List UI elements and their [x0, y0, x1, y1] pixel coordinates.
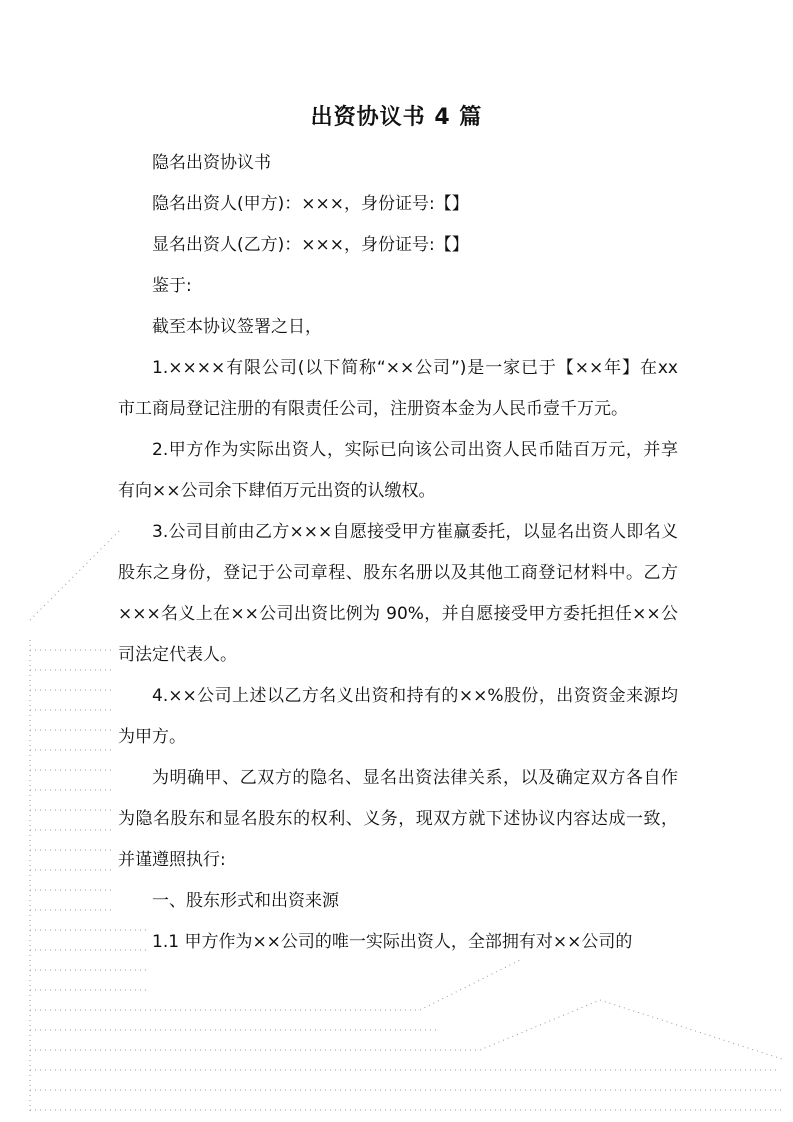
- paragraph-party-a: 隐名出资人(甲方)：×××，身份证号:【】: [152, 194, 469, 214]
- paragraph-purpose: 为明确甲、乙双方的隐名、显名出资法律关系，以及确定双方各自作为隐名股东和显名股东的权利、义务，现双方就下述协议内容达成一致，并谨遵照执行:: [118, 768, 678, 870]
- section-heading-1: 一、股东形式和出资来源: [152, 891, 339, 911]
- paragraph-subtitle: 隐名出资协议书: [152, 153, 271, 173]
- paragraph-article-1-1: 1.1 甲方作为××公司的唯一实际出资人，全部拥有对××公司的: [152, 932, 633, 952]
- paragraph-clause-2: 2.甲方作为实际出资人，实际已向该公司出资人民币陆百万元，并享有向××公司余下肆佰万元出资的认缴权。: [118, 440, 678, 501]
- document-body: [118, 143, 678, 963]
- paragraph-clause-1: 1.××××有限公司(以下简称“××公司”)是一家已于【××年】在xx 市工商局登记注册的有限责任公司，注册资本金为人民币壹千万元。: [118, 358, 678, 419]
- paragraph-as-of-date: 截至本协议签署之日，: [152, 317, 322, 337]
- document-title: 出资协议书 4 篇: [310, 105, 483, 130]
- paragraph-clause-3: 3.公司目前由乙方×××自愿接受甲方崔赢委托，以显名出资人即名义股东之身份，登记于公司章程、股东名册以及其他工商登记材料中。乙方×××名义上在××公司出资比例为 90%，并自愿接受甲方委托担任××公司法定代表人。: [118, 522, 678, 665]
- paragraph-party-b: 显名出资人(乙方)：×××，身份证号:【】: [152, 235, 469, 255]
- paragraph-whereas: 鉴于:: [152, 276, 192, 296]
- paragraph-clause-4: 4.××公司上述以乙方名义出资和持有的××%股份，出资资金来源均为甲方。: [118, 686, 678, 747]
